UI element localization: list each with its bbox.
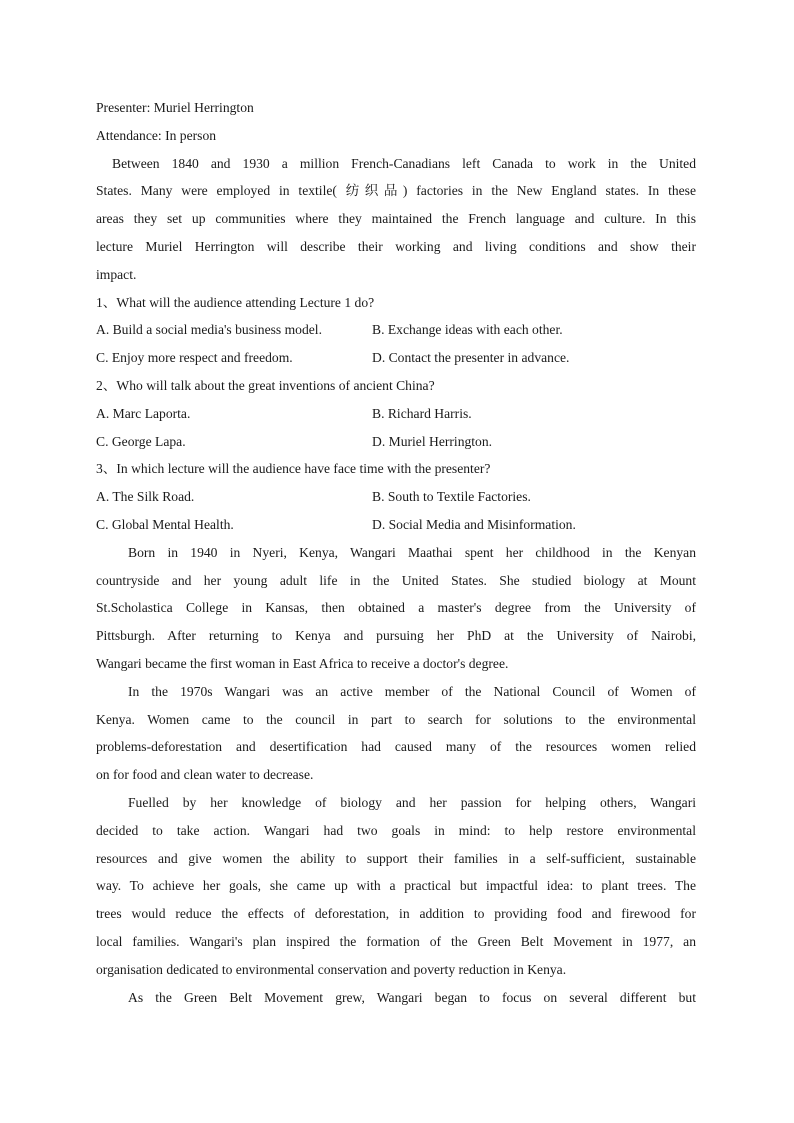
passage-paragraph-1 [96, 539, 696, 678]
option-a: A. The Silk Road. [96, 489, 195, 505]
intro-paragraph [96, 150, 696, 289]
options-row [96, 428, 696, 456]
question-3 [96, 455, 696, 538]
intro-line: States. Many were employed in textile( 纺织品) factories in the New England states. In these [96, 183, 696, 199]
option-c: C. Enjoy more respect and freedom. [96, 350, 293, 366]
passage-line: on for food and clean water to decrease. [96, 767, 314, 783]
passage-line: trees would reduce the effects of deforestation, in addition to providing food and firewood for [96, 906, 696, 922]
passage-paragraph-4 [96, 984, 696, 1012]
question-stem: 3、In which lecture will the audience have face time with the presenter? [96, 461, 491, 477]
intro-line: areas they set up communities where they maintained the French language and culture. In this [96, 211, 696, 227]
option-d: D. Social Media and Misinformation. [372, 516, 576, 532]
passage-line: As the Green Belt Movement grew, Wangari began to focus on several different but [128, 989, 696, 1005]
option-b: B. South to Textile Factories. [372, 489, 531, 505]
passage-line: decided to take action. Wangari had two goals in mind: to help restore environmental [96, 822, 696, 838]
passage-line: Fuelled by her knowledge of biology and her passion for helping others, Wangari [128, 794, 696, 810]
passage-line: In the 1970s Wangari was an active member of the National Council of Women of [128, 683, 696, 699]
option-d: D. Contact the presenter in advance. [372, 350, 570, 366]
question-2 [96, 372, 696, 455]
options-row [96, 316, 696, 344]
passage-line: Pittsburgh. After returning to Kenya and pursuing her PhD at the University of Nairobi, [96, 628, 696, 644]
passage-line: problems-deforestation and desertification had caused many of the resources women relied [96, 739, 696, 755]
intro-line: impact. [96, 266, 137, 282]
option-a: A. Marc Laporta. [96, 405, 191, 421]
passage-line: Born in 1940 in Nyeri, Kenya, Wangari Maathai spent her childhood in the Kenyan [128, 544, 696, 560]
attendance-line: Attendance: In person [96, 127, 217, 143]
passage-line: way. To achieve her goals, she came up with a practical but impactful idea: to plant trees. The [96, 878, 696, 894]
passage-line: Wangari became the first woman in East Africa to receive a doctor's degree. [96, 655, 509, 671]
option-c: C. George Lapa. [96, 433, 186, 449]
passage-line: organisation dedicated to environmental conservation and poverty reduction in Kenya. [96, 961, 567, 977]
options-row [96, 483, 696, 511]
intro-line: lecture Muriel Herrington will describe their working and living conditions and show their [96, 238, 696, 254]
option-c: C. Global Mental Health. [96, 516, 234, 532]
option-b: B. Richard Harris. [372, 405, 472, 421]
passage-line: Kenya. Women came to the council in part to search for solutions to the environmental [96, 711, 696, 727]
passage-paragraph-2 [96, 678, 696, 789]
option-d: D. Muriel Herrington. [372, 433, 493, 449]
options-row [96, 400, 696, 428]
intro-line: Between 1840 and 1930 a million French-Canadians left Canada to work in the United [112, 155, 696, 171]
passage-line: countryside and her young adult life in the United States. She studied biology at Mount [96, 572, 696, 588]
question-1 [96, 289, 696, 372]
question-stem: 1、What will the audience attending Lecture 1 do? [96, 294, 375, 310]
question-stem: 2、Who will talk about the great inventions of ancient China? [96, 377, 435, 393]
option-a: A. Build a social media's business model. [96, 322, 322, 338]
options-row [96, 511, 696, 539]
option-b: B. Exchange ideas with each other. [372, 322, 563, 338]
passage-paragraph-3 [96, 789, 696, 984]
passage-line: resources and give women the ability to support their families in a self-sufficient, sustainable [96, 850, 696, 866]
passage-line: St.Scholastica College in Kansas, then obtained a master's degree from the University of [96, 600, 696, 616]
presenter-line: Presenter: Muriel Herrington [96, 100, 254, 115]
document-page [96, 94, 696, 1011]
passage-line: local families. Wangari's plan inspired the formation of the Green Belt Movement in 1977, an [96, 933, 696, 949]
options-row [96, 344, 696, 372]
